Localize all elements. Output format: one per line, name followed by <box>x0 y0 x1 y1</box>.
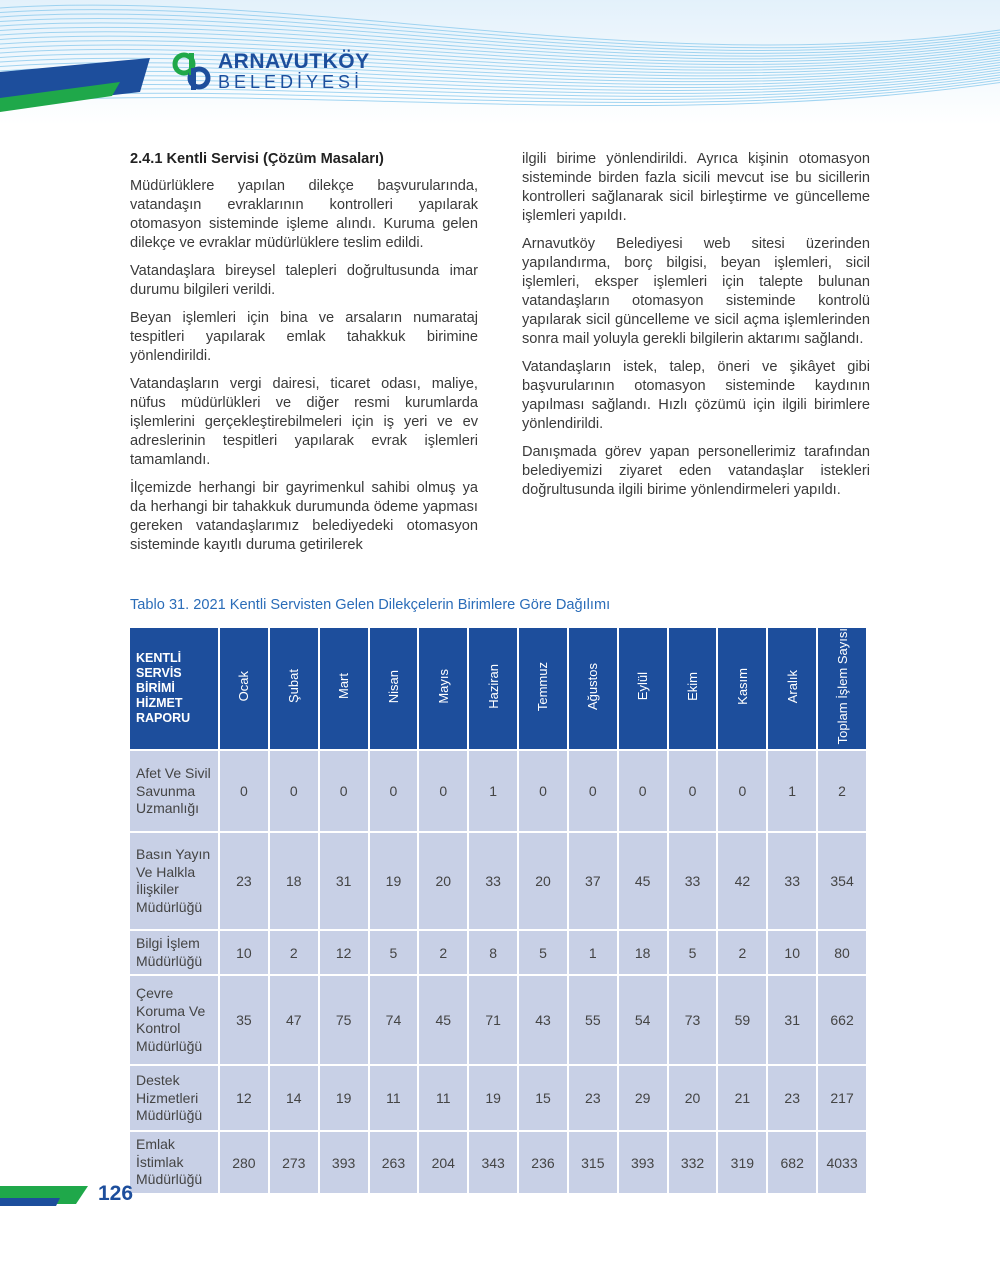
table-cell: 35 <box>220 976 268 1064</box>
logo-title: ARNAVUTKÖY <box>218 50 370 73</box>
column-header-month <box>469 628 517 749</box>
table-cell: 0 <box>419 751 467 831</box>
table-cell: 18 <box>270 833 318 929</box>
data-table-container <box>130 626 870 1195</box>
column-header-month <box>569 628 617 749</box>
table-cell: 45 <box>419 976 467 1064</box>
table-cell: 0 <box>220 751 268 831</box>
table-cell: 4033 <box>818 1132 866 1193</box>
table-cell: 0 <box>370 751 418 831</box>
column-header-label: Kasım <box>734 667 750 705</box>
table-cell: 1 <box>569 931 617 974</box>
table-cell: 319 <box>718 1132 766 1193</box>
table-cell: 393 <box>619 1132 667 1193</box>
row-unit-name: Bilgi İşlem Müdürlüğü <box>130 931 218 974</box>
brand-logo <box>172 50 372 95</box>
table-cell: 11 <box>419 1066 467 1130</box>
column-header-label: Ocak <box>236 670 252 702</box>
table-cell: 2 <box>818 751 866 831</box>
column-header-label: Eylül <box>635 672 651 701</box>
table-cell: 2 <box>718 931 766 974</box>
table-cell: 12 <box>320 931 368 974</box>
table-cell: 11 <box>370 1066 418 1130</box>
table-cell: 55 <box>569 976 617 1064</box>
table-cell: 14 <box>270 1066 318 1130</box>
column-header-label: Ekim <box>685 671 701 701</box>
table-cell: 23 <box>768 1066 816 1130</box>
table-cell: 0 <box>569 751 617 831</box>
table-cell: 263 <box>370 1132 418 1193</box>
paragraph: Arnavutköy Belediyesi web sitesi üzerinden yapılandırma, borç bilgisi, beyan işlemleri, sicil işlemleri, eksper işlemleri için talepte bulunan vatandaşların otomasyon sisteminde kontrolü yapılarak sicil güncelleme ve sicil açma işlemlerinden sonra mail yoluyla gerekli bilgilerin aktarımı sağlandı. <box>522 236 870 347</box>
paragraph: Vatandaşların istek, talep, öneri ve şikâyet gibi başvurularının otomasyon sisteminde kaydının yapılması sağlandı. Hızlı çözümü için ilgili birimlere yönlendirildi. <box>522 359 870 432</box>
column-header-month <box>718 628 766 749</box>
table-cell: 19 <box>320 1066 368 1130</box>
table-cell: 12 <box>220 1066 268 1130</box>
table-header-row <box>130 628 866 749</box>
row-unit-name: Çevre Koruma Ve Kontrol Müdürlüğü <box>130 976 218 1064</box>
column-header-month <box>270 628 318 749</box>
table-cell: 2 <box>270 931 318 974</box>
left-text-column <box>130 150 478 564</box>
table-cell: 47 <box>270 976 318 1064</box>
table-cell: 20 <box>419 833 467 929</box>
column-header-label: Mayıs <box>435 668 451 704</box>
column-header-month <box>619 628 667 749</box>
table-cell: 273 <box>270 1132 318 1193</box>
paragraph: Beyan işlemleri için bina ve arsaların numarataj tespitleri yapılarak emlak tahakkuk birimine yönlendirildi. <box>130 310 478 364</box>
logo-mark-icon <box>172 50 212 92</box>
table-cell: 43 <box>519 976 567 1064</box>
table-cell: 0 <box>669 751 717 831</box>
table-cell: 332 <box>669 1132 717 1193</box>
table-row <box>130 1066 866 1130</box>
column-header-month <box>419 628 467 749</box>
column-header-unit: KENTLİ SERVİS BİRİMİ HİZMET RAPORU <box>130 628 218 749</box>
table-cell: 33 <box>768 833 816 929</box>
row-unit-name: Basın Yayın Ve Halkla İlişkiler Müdürlüğü <box>130 833 218 929</box>
table-cell: 682 <box>768 1132 816 1193</box>
column-header-label: Ağustos <box>585 662 601 710</box>
table-cell: 71 <box>469 976 517 1064</box>
page-number: 126 <box>98 1182 134 1205</box>
table-cell: 354 <box>818 833 866 929</box>
column-header-month <box>320 628 368 749</box>
table-cell: 54 <box>619 976 667 1064</box>
table-cell: 74 <box>370 976 418 1064</box>
table-cell: 315 <box>569 1132 617 1193</box>
table-cell: 18 <box>619 931 667 974</box>
paragraph: Vatandaşların vergi dairesi, ticaret odası, maliye, nüfus müdürlükleri ve diğer resmi kurumlarda işlemlerini gerçekleştirebilmeleri için iş yeri ve ev adreslerinin tespitleri yapılarak evrak işlemleri tamamlandı. <box>130 376 478 468</box>
table-cell: 31 <box>768 976 816 1064</box>
table-cell: 59 <box>718 976 766 1064</box>
table-cell: 5 <box>370 931 418 974</box>
table-cell: 23 <box>569 1066 617 1130</box>
table-cell: 0 <box>519 751 567 831</box>
table-cell: 217 <box>818 1066 866 1130</box>
table-cell: 29 <box>619 1066 667 1130</box>
table-cell: 204 <box>419 1132 467 1193</box>
table-cell: 15 <box>519 1066 567 1130</box>
header-wave-decoration <box>0 0 1000 125</box>
table-cell: 0 <box>270 751 318 831</box>
table-caption: Tablo 31. 2021 Kentli Servisten Gelen Dilekçelerin Birimlere Göre Dağılımı <box>130 597 611 613</box>
table-cell: 393 <box>320 1132 368 1193</box>
table-row <box>130 1132 866 1193</box>
column-header-month <box>818 628 866 749</box>
table-cell: 75 <box>320 976 368 1064</box>
table-cell: 280 <box>220 1132 268 1193</box>
table-cell: 0 <box>320 751 368 831</box>
paragraph: Müdürlüklere yapılan dilekçe başvurularında, vatandaşın evraklarının kontrolleri yapılarak otomasyon sisteminde işleme alındı. Kuruma gelen dilekçe ve evraklar müdürlüklere teslim edildi. <box>130 178 478 251</box>
table-cell: 0 <box>718 751 766 831</box>
right-text-column <box>522 150 870 509</box>
column-header-month <box>370 628 418 749</box>
logo-subtitle: BELEDİYESİ <box>218 72 364 92</box>
table-cell: 37 <box>569 833 617 929</box>
table-cell: 19 <box>469 1066 517 1130</box>
table-cell: 42 <box>718 833 766 929</box>
table-cell: 10 <box>220 931 268 974</box>
column-header-label: Temmuz <box>535 661 551 711</box>
table-cell: 23 <box>220 833 268 929</box>
column-header-label: Haziran <box>485 663 501 709</box>
table-cell: 343 <box>469 1132 517 1193</box>
table-cell: 5 <box>519 931 567 974</box>
table-cell: 5 <box>669 931 717 974</box>
table-cell: 0 <box>619 751 667 831</box>
column-header-label: Nisan <box>385 669 401 703</box>
column-header-month <box>669 628 717 749</box>
table-row <box>130 751 866 831</box>
table-cell: 33 <box>669 833 717 929</box>
column-header-label: Aralık <box>784 669 800 703</box>
table-cell: 21 <box>718 1066 766 1130</box>
table-cell: 31 <box>320 833 368 929</box>
section-heading: 2.4.1 Kentli Servisi (Çözüm Masaları) <box>130 151 384 167</box>
table-cell: 8 <box>469 931 517 974</box>
table-cell: 20 <box>519 833 567 929</box>
table-cell: 236 <box>519 1132 567 1193</box>
row-unit-name: Destek Hizmetleri Müdürlüğü <box>130 1066 218 1130</box>
table-row <box>130 833 866 929</box>
table-cell: 1 <box>768 751 816 831</box>
table-cell: 2 <box>419 931 467 974</box>
table-cell: 19 <box>370 833 418 929</box>
table-cell: 20 <box>669 1066 717 1130</box>
paragraph: İlçemizde herhangi bir gayrimenkul sahibi olmuş ya da herhangi bir tahakkuk durumunda ödeme yapması gereken vatandaşlarımız belediyedeki otomasyon sisteminde kayıtlı duruma getirilerek <box>130 480 478 553</box>
column-header-label: Mart <box>336 673 352 700</box>
row-unit-name: Emlak İstimlak Müdürlüğü <box>130 1132 218 1193</box>
table-row <box>130 976 866 1064</box>
kentli-servis-table <box>128 626 868 1195</box>
page-header <box>0 0 1000 125</box>
paragraph: ilgili birime yönlendirildi. Ayrıca kişinin otomasyon sisteminde birden fazla sicili mevcut ise bu sicillerin kontrolleri sağlanarak sicil birleştirme ve güncelleme işlemleri yapıldı. <box>522 151 870 224</box>
column-header-month <box>220 628 268 749</box>
table-cell: 45 <box>619 833 667 929</box>
table-cell: 662 <box>818 976 866 1064</box>
column-header-label: Toplam İşlem Sayısı <box>834 628 850 745</box>
row-unit-name: Afet Ve Sivil Savunma Uzmanlığı <box>130 751 218 831</box>
paragraph: Vatandaşlara bireysel talepleri doğrultusunda imar durumu bilgileri verildi. <box>130 263 478 298</box>
column-header-label: Şubat <box>286 669 302 704</box>
column-header-month <box>768 628 816 749</box>
table-cell: 33 <box>469 833 517 929</box>
table-row <box>130 931 866 974</box>
table-cell: 80 <box>818 931 866 974</box>
table-cell: 73 <box>669 976 717 1064</box>
column-header-month <box>519 628 567 749</box>
table-cell: 10 <box>768 931 816 974</box>
paragraph: Danışmada görev yapan personellerimiz tarafından belediyemizi ziyaret eden vatandaşlar istekleri doğrultusunda ilgili birime yönlendirmeleri yapıldı. <box>522 444 870 498</box>
table-cell: 1 <box>469 751 517 831</box>
